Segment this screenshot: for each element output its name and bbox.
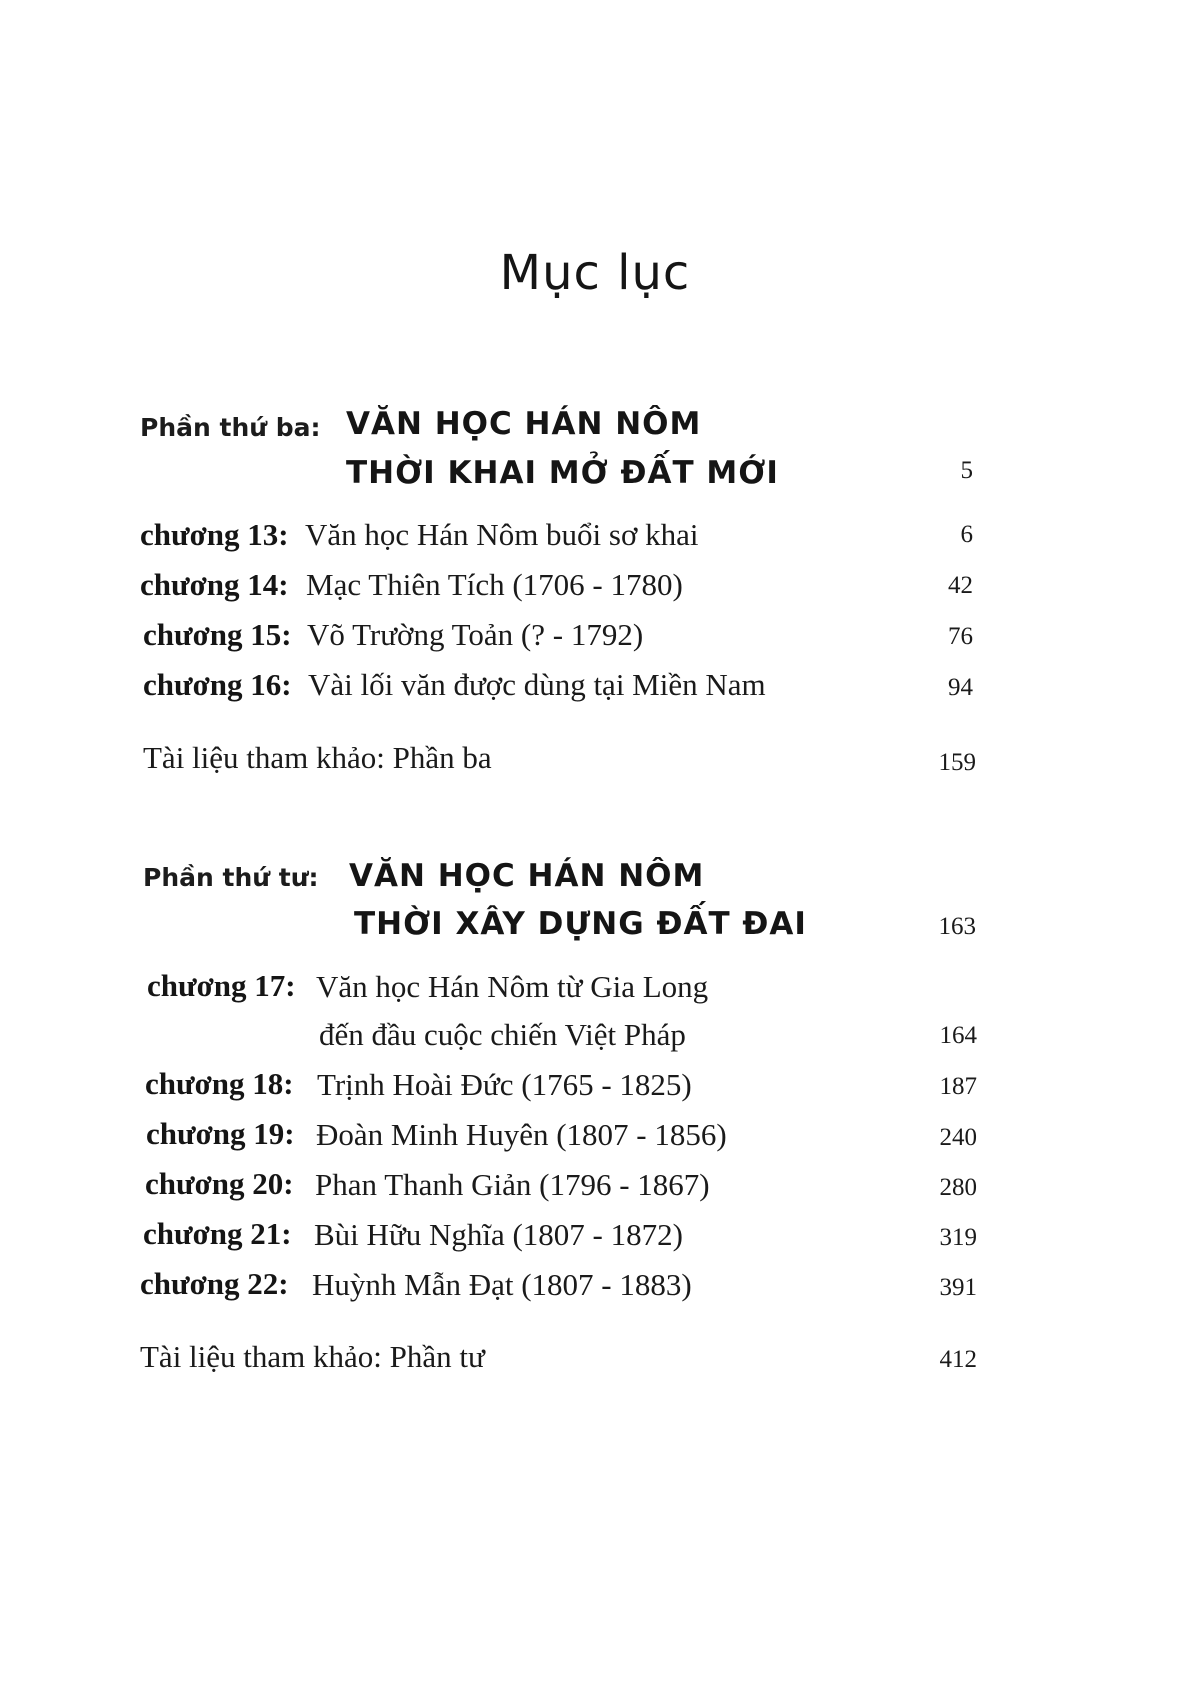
chapter-label: chương 20: [145, 1166, 294, 1201]
page-number: 42 [948, 572, 973, 599]
page-number: 76 [948, 623, 973, 650]
page-number: 240 [939, 1124, 977, 1151]
chapter-title: Đoàn Minh Huyên (1807 - 1856) [316, 1117, 727, 1152]
chapter-label: chương 22: [140, 1266, 289, 1301]
page-title: Mục lục [499, 245, 691, 301]
part-label: Phần thứ ba: [140, 413, 321, 442]
chapter-title: Mạc Thiên Tích (1706 - 1780) [306, 567, 683, 602]
part-title-line1: VĂN HỌC HÁN NÔM [346, 406, 702, 442]
chapter-label: chương 13: [140, 517, 289, 552]
page-number: 163 [938, 913, 976, 940]
chapter-title-continued: đến đầu cuộc chiến Việt Pháp [319, 1017, 686, 1052]
page-number: 159 [938, 749, 976, 776]
chapter-label: chương 18: [145, 1066, 294, 1101]
part-title-line2: THỜI XÂY DỰNG ĐẤT ĐAI [354, 906, 807, 942]
chapter-label: chương 19: [146, 1116, 295, 1151]
page-number: 319 [939, 1224, 977, 1251]
page-number: 412 [939, 1346, 977, 1373]
part-title-line2: THỜI KHAI MỞ ĐẤT MỚI [346, 455, 779, 491]
chapter-title: Văn học Hán Nôm từ Gia Long [316, 969, 709, 1004]
page-number: 6 [960, 521, 973, 548]
part-label: Phần thứ tư: [143, 863, 319, 892]
chapter-label: chương 21: [143, 1216, 292, 1251]
chapter-title: Vài lối văn được dùng tại Miền Nam [308, 667, 766, 702]
page-number: 94 [948, 674, 973, 701]
chapter-label: chương 15: [143, 617, 292, 652]
chapter-label: chương 17: [147, 968, 296, 1003]
chapter-title: Võ Trường Toản (? - 1792) [307, 617, 644, 652]
references-label: Tài liệu tham khảo: Phần tư [140, 1339, 485, 1374]
chapter-title: Trịnh Hoài Đức (1765 - 1825) [317, 1067, 692, 1102]
page-number: 187 [939, 1073, 977, 1100]
chapter-title: Huỳnh Mẫn Đạt (1807 - 1883) [312, 1267, 692, 1302]
page-number: 5 [960, 457, 973, 484]
chapter-title: Phan Thanh Giản (1796 - 1867) [315, 1167, 710, 1202]
page-number: 280 [939, 1174, 977, 1201]
chapter-title: Bùi Hữu Nghĩa (1807 - 1872) [314, 1217, 683, 1252]
chapter-title: Văn học Hán Nôm buổi sơ khai [305, 517, 699, 552]
references-label: Tài liệu tham khảo: Phần ba [143, 740, 492, 775]
page-number: 164 [939, 1022, 977, 1049]
part-title-line1: VĂN HỌC HÁN NÔM [349, 858, 705, 894]
page-number: 391 [939, 1274, 977, 1301]
chapter-label: chương 14: [140, 567, 289, 602]
chapter-label: chương 16: [143, 667, 292, 702]
